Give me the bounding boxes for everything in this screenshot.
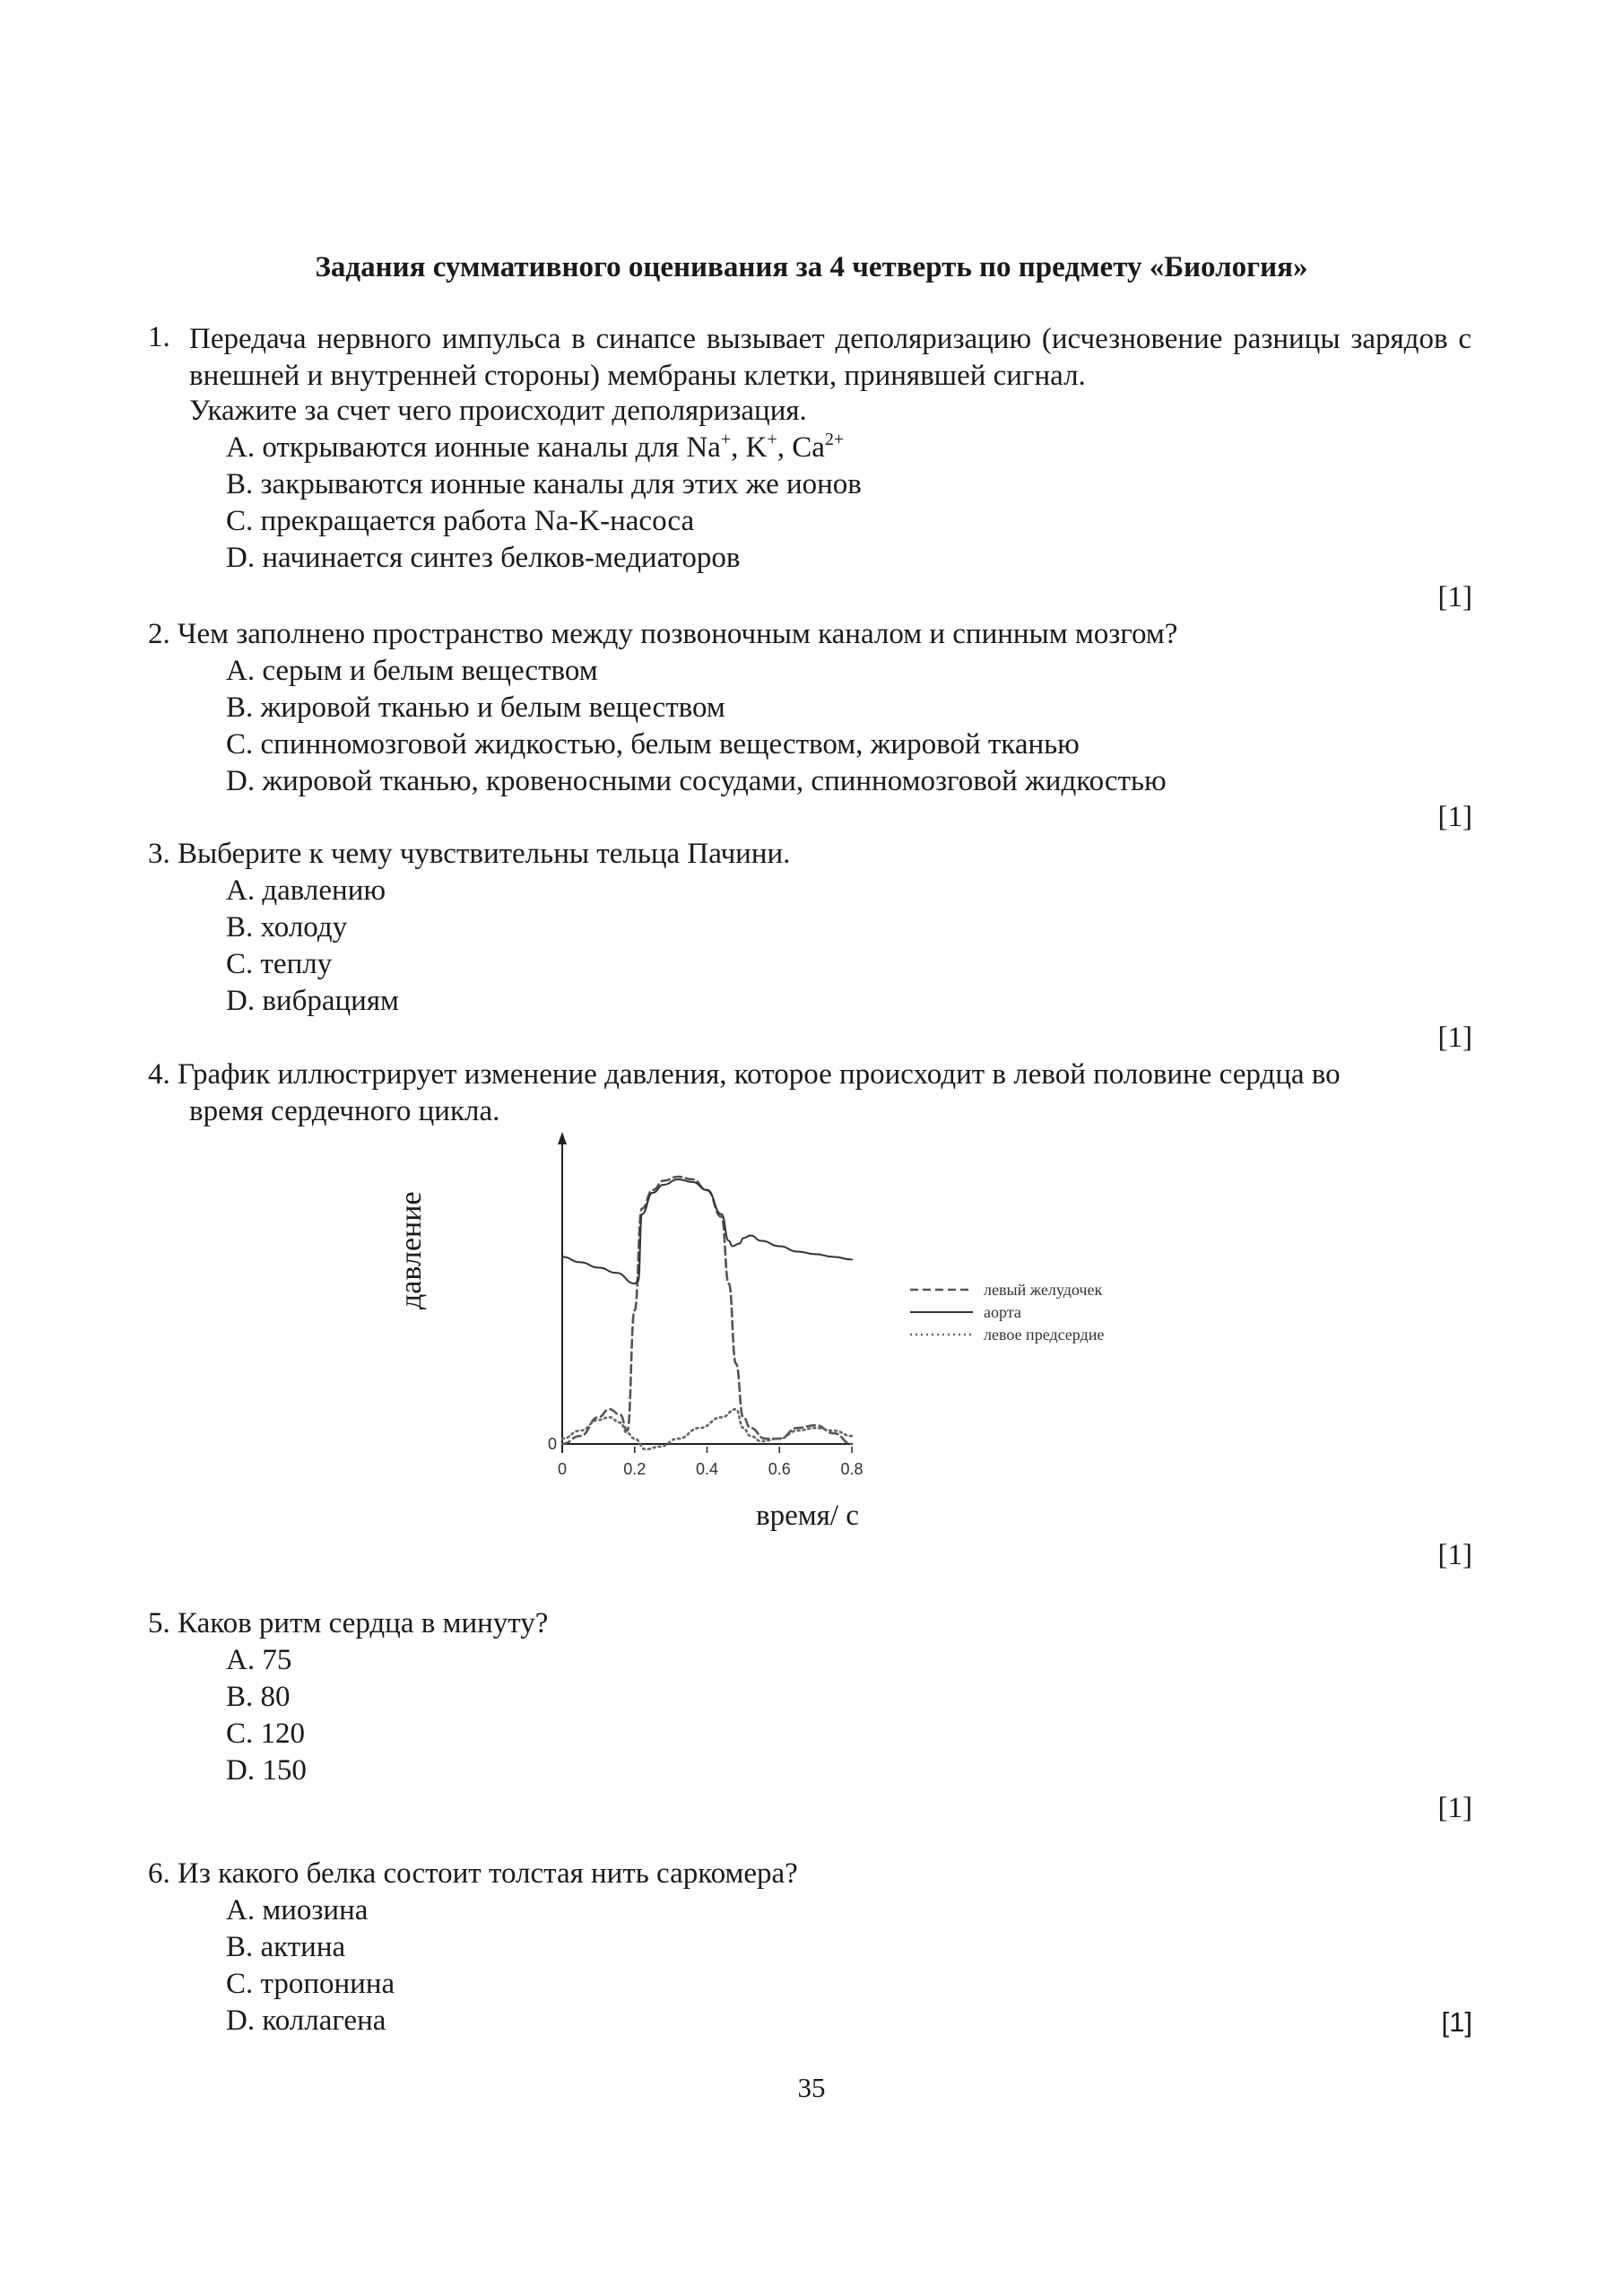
chart-series [562,1177,852,1449]
x-tick-label: 0.6 [768,1460,791,1478]
x-tick-label: 0.8 [840,1460,864,1478]
y-axis-arrow [558,1132,567,1144]
chart-y-axis-label: давление [395,1191,428,1309]
q3-option-a: A. давлению [226,874,386,907]
q1-text-line3: Укажите за счет чего происходит деполяризация. [189,395,807,427]
q1-score-mark: [1] [1437,581,1472,613]
q1-option-a: A. открываются ионные каналы для Na+, K+, $Ca^{2+}$ [226,430,845,464]
x-tick-label: 0.4 [695,1460,719,1478]
q2-text: 2. Чем заполнено пространство между позвоночным каналом и спинным мозгом? [148,618,1178,650]
q1-option-c: C. прекращается работа Na-K-насоса [226,505,695,537]
q3-option-c: C. теплу [226,948,333,980]
x-tick-label: 0.2 [623,1460,647,1478]
chart-x-axis-label: время/ с [756,1500,859,1532]
q1-option-d: D. начинается синтез белков-медиаторов [226,542,741,574]
q5-option-a: A. 75 [226,1644,292,1676]
q3-score-mark: [1] [1437,1022,1472,1054]
y-tick-label: 0 [547,1435,557,1453]
q1-option-b: B. закрываются ионные каналы для этих же ионов [226,468,862,500]
q3-text: 3. Выберите к чему чувствительны тельца Пачини. [148,838,791,870]
heart-pressure-chart [377,1130,1184,1507]
q4-score-mark: [1] [1437,1539,1472,1571]
q5-text: 5. Каков ритм сердца в минуту? [148,1607,549,1639]
x-tick-label: 0 [557,1460,568,1478]
q3-option-b: B. холоду [226,911,348,944]
q3-option-d: D. вибрациям [226,985,399,1017]
q6-text: 6. Из какого белка состоит толстая нить саркомера? [148,1857,798,1890]
q5-score-mark: [1] [1437,1792,1472,1824]
q4-text-line2: время сердечного цикла. [189,1095,500,1127]
q2-score-mark: [1] [1437,801,1472,833]
q4-text-line1: 4. График иллюстрирует изменение давления, которое происходит в левой половине сердца во [148,1058,1341,1091]
q2-option-b: B. жировой тканью и белым веществом [226,691,725,724]
q6-option-b: B. актина [226,1931,346,1963]
q2-option-c: C. спинномозговой жидкостью, белым веществом, жировой тканью [226,728,1080,761]
legend-label-left-ventricle: левый желудочек [984,1281,1103,1299]
q2-option-d: D. жировой тканью, кровеносными сосудами, спинномозговой жидкостью [226,765,1167,797]
q6-option-c: C. тропонина [226,1968,395,2000]
series-line-left-ventricle [562,1177,852,1444]
q5-option-b: B. 80 [226,1681,291,1713]
q1-number: 1. [148,321,170,353]
q6-option-d: D. коллагена [226,2005,386,2037]
q1-text-line1: Передача нервного импульса в синапсе вызывает деполяризацию (исчезновение разницы [189,323,1341,355]
q1-text [189,321,1471,395]
legend-label-left-atrium: левое предсердие [984,1326,1105,1344]
q6-score-mark: [1] [1441,2006,1472,2038]
q5-option-d: D. 150 [226,1754,307,1787]
chart-ticks [548,1435,864,1478]
legend-label-aorta: аорта [984,1303,1021,1321]
chart-axes [558,1132,852,1453]
chart-legend [910,1281,1104,1344]
page-number: 35 [797,2072,826,2103]
q5-option-c: C. 120 [226,1718,306,1750]
q6-option-a: A. миозина [226,1894,369,1926]
q2-option-a: A. серым и белым веществом [226,655,598,687]
series-line-aorta [562,1179,852,1283]
page-title: Задания суммативного оценивания за 4 четверть по предмету «Биология» [315,251,1308,283]
q1-text-line2: зарядов с внешней и внутренней стороны) мембраны клетки, принявшей сигнал. [189,323,1471,392]
